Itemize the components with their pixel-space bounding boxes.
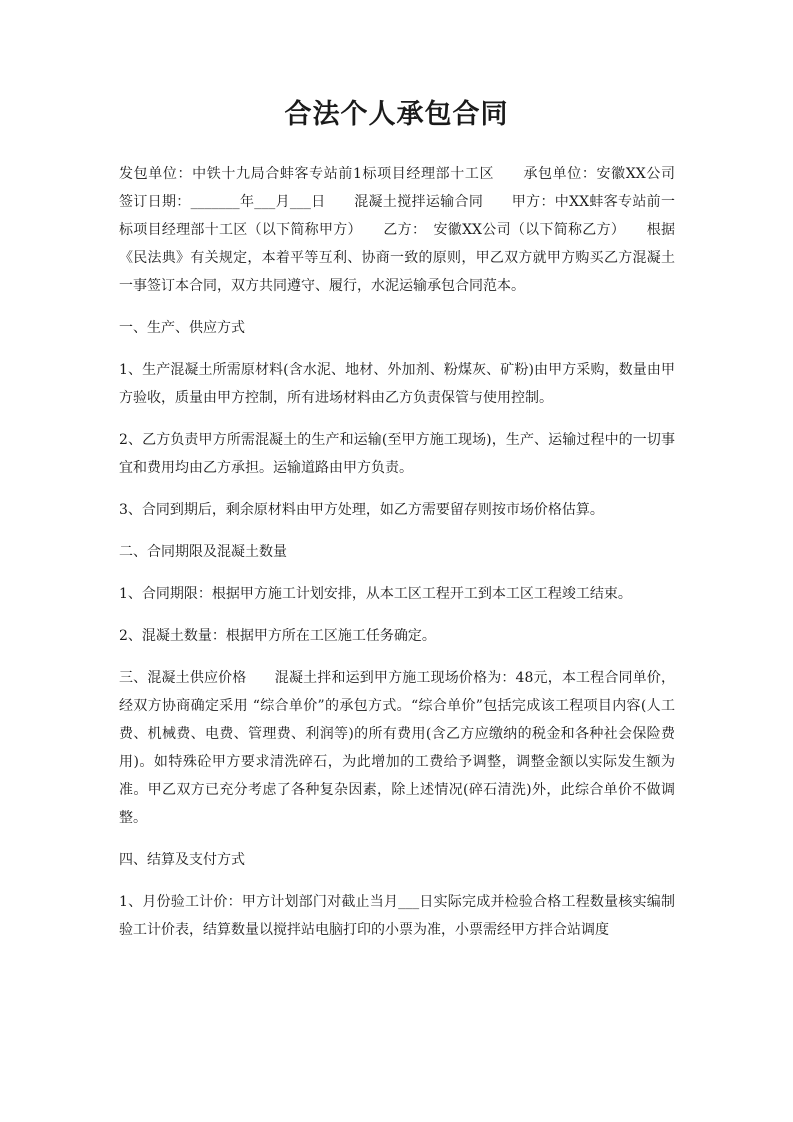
clause-1-3: 3、合同到期后，剩余原材料由甲方处理，如乙方需要留存则按市场价格估算。 <box>119 502 604 518</box>
document-title: 合法个人承包合同 <box>284 99 509 130</box>
section-price-paragraph: 三、混凝土供应价格 混凝土拌和运到甲方施工现场价格为：48元，本工程合同单价，经双方协商确定采用 “综合单价”的承包方式。“综合单价”包括完成该工程项目内容(人工费、机械费、电费、管理费、利润等)的所有费用(含乙方应缴纳的税金和各种社会保险费用)。如特殊砼甲方要求清洗碎石，为此增加的工费给予调整，调整金额以实际发生额为准。甲乙双方已充分考虑了各种复杂因素，除上述情况(碎石清洗)外，此综合单价不做调整。 <box>119 670 675 826</box>
section-heading-production-supply: 一、生产、供应方式 <box>119 320 245 336</box>
section-heading-settlement-payment: 四、结算及支付方式 <box>119 852 245 868</box>
clause-2-1: 1、合同期限：根据甲方施工计划安排，从本工区工程开工到本工区工程竣工结束。 <box>119 586 632 602</box>
section-heading-term-quantity: 二、合同期限及混凝土数量 <box>119 544 287 560</box>
document-body <box>119 160 703 958</box>
clause-2-2: 2、混凝土数量：根据甲方所在工区施工任务确定。 <box>119 628 436 644</box>
clause-1-1: 1、生产混凝土所需原材料(含水泥、地材、外加剂、粉煤灰、矿粉)由甲方采购，数量由甲方验收，质量由甲方控制，所有进场材料由乙方负责保管与使用控制。 <box>119 362 675 406</box>
clause-4-1: 1、月份验工计价：甲方计划部门对截止当月___日实际完成并检验合格工程数量核实编制验工计价表，结算数量以搅拌站电脑打印的小票为准，小票需经甲方拌合站调度 <box>119 894 675 938</box>
clause-1-2: 2、乙方负责甲方所需混凝土的生产和运输(至甲方施工现场)，生产、运输过程中的一切事宜和费用均由乙方承担。运输道路由甲方负责。 <box>119 432 675 476</box>
preamble-paragraph: 发包单位：中铁十九局合蚌客专站前1标项目经理部十工区 承包单位：安徽XX公司 签订日期：_______年___月___日 混凝土搅拌运输合同 甲方：中XX蚌客专站前一标项目经理部十工区（以下简称甲方） 乙方： 安徽XX公司（以下简称乙方） 根据《民法典》有关规定，本着平等互利、协商一致的原则，甲乙双方就甲方购买乙方混凝土一事签订本合同，双方共同遵守、履行，水泥运输承包合同范本。 <box>119 166 703 294</box>
